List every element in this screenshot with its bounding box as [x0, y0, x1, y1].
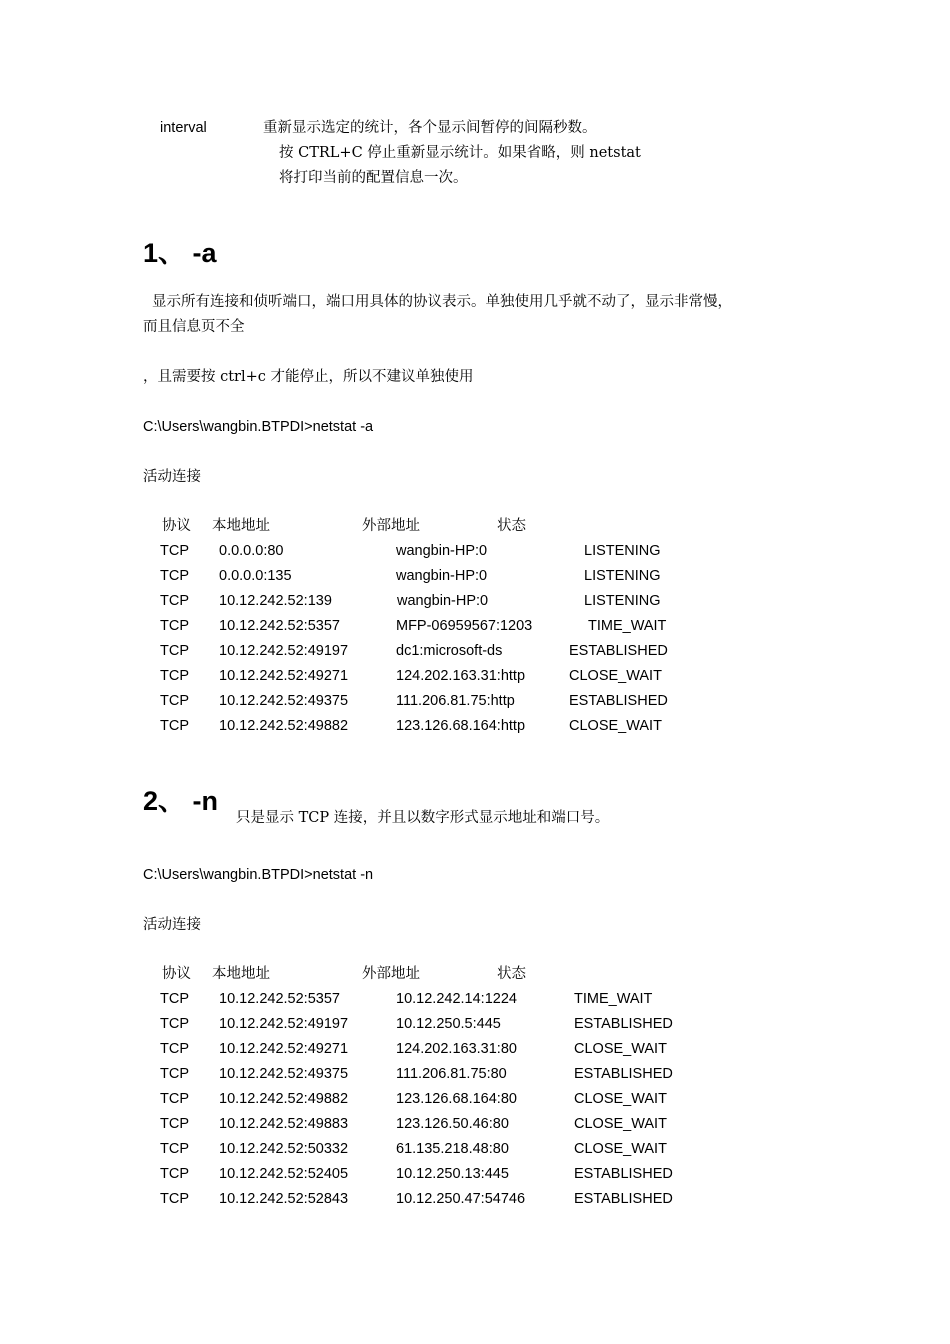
section-n-command: C:\Users\wangbin.BTPDI>netstat -n [143, 867, 374, 883]
local-address-cell: 10.12.242.52:5357 [219, 991, 340, 1007]
protocol-cell: TCP [160, 668, 189, 684]
foreign-address-cell: 10.12.250.5:445 [396, 1016, 501, 1032]
column-header-state: 状态 [497, 966, 526, 982]
state-cell: CLOSE_WAIT [569, 668, 662, 684]
local-address-cell: 10.12.242.52:49375 [219, 1066, 349, 1082]
section-n-active-connections: 活动连接 [143, 917, 201, 933]
state-cell: CLOSE_WAIT [569, 718, 662, 734]
section-a-table-header [0, 516, 950, 541]
state-cell: ESTABLISHED [574, 1016, 673, 1032]
foreign-address-cell: 10.12.250.47:54746 [396, 1191, 526, 1207]
state-cell: LISTENING [584, 543, 661, 559]
column-header-local-address: 本地地址 [212, 966, 270, 982]
table-row [0, 541, 950, 566]
foreign-address-cell: 123.126.50.46:80 [396, 1116, 509, 1132]
foreign-address-cell: 61.135.218.48:80 [396, 1141, 509, 1157]
section-a-command: C:\Users\wangbin.BTPDI>netstat -a [143, 419, 374, 435]
table-row [0, 666, 950, 691]
section-n-heading: 2、 -n [143, 786, 219, 816]
state-cell: ESTABLISHED [569, 643, 668, 659]
table-row [0, 989, 950, 1014]
protocol-cell: TCP [160, 1116, 189, 1132]
local-address-cell: 10.12.242.52:52843 [219, 1191, 349, 1207]
protocol-cell: TCP [160, 1166, 189, 1182]
local-address-cell: 10.12.242.52:49197 [219, 643, 349, 659]
table-row [0, 1039, 950, 1064]
section-n-desc: 只是显示 TCP 连接，并且以数字形式显示地址和端口号。 [236, 810, 610, 826]
interval-desc-line3: 将打印当前的配置信息一次。 [279, 170, 468, 186]
state-cell: ESTABLISHED [574, 1066, 673, 1082]
local-address-cell: 10.12.242.52:52405 [219, 1166, 349, 1182]
state-cell: TIME_WAIT [574, 991, 653, 1007]
state-cell: CLOSE_WAIT [574, 1141, 667, 1157]
table-row [0, 616, 950, 641]
column-header-foreign-address: 外部地址 [362, 518, 420, 534]
local-address-cell: 10.12.242.52:49882 [219, 718, 349, 734]
table-row [0, 641, 950, 666]
local-address-cell: 10.12.242.52:49197 [219, 1016, 349, 1032]
table-row [0, 1064, 950, 1089]
foreign-address-cell: wangbin-HP:0 [397, 593, 489, 609]
state-cell: LISTENING [584, 593, 661, 609]
foreign-address-cell: 111.206.81.75:http [396, 693, 515, 709]
table-row [0, 1014, 950, 1039]
protocol-cell: TCP [160, 1141, 189, 1157]
table-row [0, 1189, 950, 1214]
protocol-cell: TCP [160, 543, 189, 559]
section-a-desc-line2: 而且信息页不全 [143, 319, 245, 335]
state-cell: LISTENING [584, 568, 661, 584]
table-row [0, 1089, 950, 1114]
local-address-cell: 10.12.242.52:5357 [219, 618, 340, 634]
foreign-address-cell: 111.206.81.75:80 [396, 1066, 507, 1082]
protocol-cell: TCP [160, 593, 189, 609]
table-row [0, 716, 950, 741]
local-address-cell: 10.12.242.52:49271 [219, 1041, 349, 1057]
foreign-address-cell: MFP-06959567:1203 [396, 618, 533, 634]
state-cell: CLOSE_WAIT [574, 1116, 667, 1132]
state-cell: ESTABLISHED [569, 693, 668, 709]
table-row [0, 1114, 950, 1139]
state-cell: CLOSE_WAIT [574, 1041, 667, 1057]
local-address-cell: 10.12.242.52:49375 [219, 693, 349, 709]
section-a-heading: 1、 -a [143, 238, 217, 268]
local-address-cell: 0.0.0.0:80 [219, 543, 284, 559]
state-cell: ESTABLISHED [574, 1166, 673, 1182]
table-row [0, 566, 950, 591]
interval-desc-line2: 按 CTRL+C 停止重新显示统计。如果省略，则 netstat [279, 145, 641, 161]
protocol-cell: TCP [160, 1016, 189, 1032]
protocol-cell: TCP [160, 568, 189, 584]
section-a-active-connections: 活动连接 [143, 469, 201, 485]
interval-desc-line1: 重新显示选定的统计，各个显示间暂停的间隔秒数。 [263, 120, 597, 136]
foreign-address-cell: 123.126.68.164:80 [396, 1091, 517, 1107]
state-cell: TIME_WAIT [588, 618, 667, 634]
table-row [0, 1139, 950, 1164]
foreign-address-cell: 10.12.242.14:1224 [396, 991, 517, 1007]
local-address-cell: 10.12.242.52:49883 [219, 1116, 349, 1132]
column-header-local-address: 本地地址 [212, 518, 270, 534]
table-row [0, 1164, 950, 1189]
protocol-cell: TCP [160, 1191, 189, 1207]
column-header-protocol: 协议 [162, 518, 191, 534]
foreign-address-cell: 124.202.163.31:80 [396, 1041, 517, 1057]
section-a-desc-line1: 显示所有连接和侦听端口，端口用具体的协议表示。单独使用几乎就不动了，显示非常慢， [152, 294, 732, 310]
table-row [0, 691, 950, 716]
table-row [0, 591, 950, 616]
foreign-address-cell: 10.12.250.13:445 [396, 1166, 509, 1182]
protocol-cell: TCP [160, 718, 189, 734]
column-header-state: 状态 [497, 518, 526, 534]
column-header-protocol: 协议 [162, 966, 191, 982]
local-address-cell: 10.12.242.52:139 [219, 593, 332, 609]
local-address-cell: 10.12.242.52:50332 [219, 1141, 349, 1157]
state-cell: ESTABLISHED [574, 1191, 673, 1207]
foreign-address-cell: 124.202.163.31:http [396, 668, 526, 684]
foreign-address-cell: wangbin-HP:0 [396, 568, 488, 584]
local-address-cell: 10.12.242.52:49271 [219, 668, 349, 684]
section-n-table-header [0, 964, 950, 989]
foreign-address-cell: wangbin-HP:0 [396, 543, 488, 559]
foreign-address-cell: 123.126.68.164:http [396, 718, 526, 734]
local-address-cell: 0.0.0.0:135 [219, 568, 292, 584]
protocol-cell: TCP [160, 618, 189, 634]
protocol-cell: TCP [160, 643, 189, 659]
state-cell: CLOSE_WAIT [574, 1091, 667, 1107]
protocol-cell: TCP [160, 693, 189, 709]
section-a-desc-line3: ，且需要按 ctrl+c 才能停止，所以不建议单独使用 [143, 369, 474, 385]
protocol-cell: TCP [160, 1066, 189, 1082]
protocol-cell: TCP [160, 1041, 189, 1057]
foreign-address-cell: dc1:microsoft-ds [396, 643, 503, 659]
protocol-cell: TCP [160, 991, 189, 1007]
protocol-cell: TCP [160, 1091, 189, 1107]
column-header-foreign-address: 外部地址 [362, 966, 420, 982]
local-address-cell: 10.12.242.52:49882 [219, 1091, 349, 1107]
interval-term: interval [160, 120, 207, 136]
